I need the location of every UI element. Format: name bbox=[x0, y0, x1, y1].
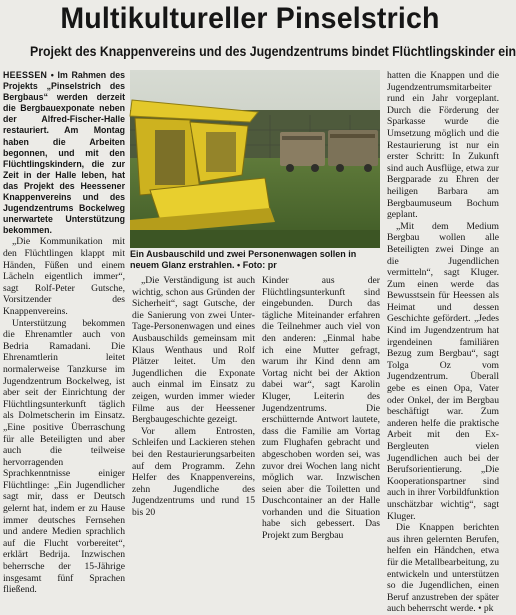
paragraph: Vor allem Entrosten, Schleifen und Lackieren stehen bei den Restaurierungsarbeiten auf dem Programm. Zehn Helfer des Knappenvereins, zehn Jugendliche des Jugendzentrums und rund 15 bis 20 bbox=[132, 425, 255, 518]
paragraph: Unterstützung bekommen die Ehrenamtler auch von Bedria Ramadani. Die Ehrenamtlerin leitet normalerweise Tanzkurse im Jugendzentrum Bockelweg, ist aber seit der Einrichtung der Flüchtlingsunterkunft täglich als Dolmetscherin im Einsatz. „Eine positive Überraschung für alle Beteiligten und aber auch die teilweise hervorragenden Sprachkenntnisse einiger Flüchtlinge: „Ein Jugendlicher sagt mir, dass er Deutsch gelernt hat, indem er zu Hause immer deutsches Fernsehen und andere Medien sprachlich auf die Flucht vorbereitet“, erklärt Bedrija. Inzwischen beherrsche der 15-Jährige insgesamt fünf Sprachen fließend. bbox=[3, 317, 125, 596]
paragraph: „Die Kommunikation mit den Flüchtlingen klappt mit Händen, Füßen und einem Lächeln eigentlich immer“, sagt Rolf-Peter Gutsche, Vorsitzender des Knappenvereins. bbox=[3, 236, 125, 317]
article-column-2 bbox=[132, 275, 255, 518]
article-photo bbox=[130, 70, 380, 248]
article-column-3 bbox=[262, 275, 380, 542]
lead-text: Im Rahmen des Projekts „Pinselstrich des Bergbaus“ werden derzeit die Bergbauexponate neben der Alfred-Fischer-Halle restauriert. Am Montag haben die Arbeiten begonnen, und mit den Flüchtlingskindern, die zur Zeit in der Halle leben, hat das Projekt des Heessener Knappenvereins und des Jugendzentrums Bockelweg unerwartete Unterstützung bekommen. bbox=[3, 70, 125, 236]
photo-credit: Foto: pr bbox=[242, 260, 277, 270]
paragraph: „Die Verständigung ist auch wichtig, schon aus Gründen der Sicherheit“, sagt Gutsche, der die Sanierung von zwei Unter-Tage-Personenwagen und eines Ausbauschilds gemeinsam mit Klaus Wenthaus und Rolf Plätzer leitet. Um den Jugendlichen die Exponate auch einmal im Einsatz zu zeigen, wurden immer wieder Filme aus der Heessener Bergbaugeschichte gezeigt. bbox=[132, 275, 255, 426]
article-column-1 bbox=[3, 70, 125, 596]
mining-equipment-photo bbox=[130, 70, 380, 248]
photo-caption: Ein Ausbauschild und zwei Personenwagen sollen in neuem Glanz erstrahlen. • Foto: pr bbox=[130, 249, 357, 270]
article-column-4 bbox=[387, 70, 499, 615]
paragraph: hatten die Knappen und die Jugendzentrumsmitarbeiter rund ein Jahr vorgeplant. Durch die Förderung der Sparkasse wurde die Umsetzung möglich und die Restaurierung ist nur ein erster Schritt: In Zukunft sind auch Ausflüge, etwa zur Bergparade zu Ehren der heiligen Barbara am Bergbaumuseum Bochum geplant. bbox=[387, 70, 499, 221]
paragraph: Die Knappen berichten aus ihren gelernten Berufen, helfen ein Händchen, etwa für die Metallbearbeitung, zu entwickeln und unterstützen so die Jugendlichen, einen Beruf anzustreben der später auch beherrscht werde. • pk bbox=[387, 522, 499, 615]
subheadline: Projekt des Knappenvereins und des Jugendzentrums bindet Flüchtlingskinder ein bbox=[30, 43, 516, 59]
caption-text: Ein Ausbauschild und zwei Personenwagen sollen in neuem Glanz erstrahlen. bbox=[130, 249, 357, 270]
lead-paragraph: HEESSEN • Im Rahmen des Projekts „Pinselstrich des Bergbaus“ werden derzeit die Bergbauexponate neben der Alfred-Fischer-Halle restauriert. Am Montag haben die Arbeiten begonnen, und mit den Flüchtlingskindern, die zur Zeit in der Halle leben, hat das Projekt des Heessener Knappenvereins und des Jugendzentrums Bockelweg unerwartete Unterstützung bekommen. bbox=[3, 70, 125, 236]
lead-place: HEESSEN bbox=[3, 70, 48, 80]
headline: Multikultureller Pinselstrich bbox=[60, 2, 440, 35]
paragraph: Kinder aus der Flüchtlingsunterkunft sind eingebunden. Durch das tägliche Miteinander erfahren die Teilnehmer auch viel von den anderen: „Einmal habe ich eine Mutter gefragt, warum ihr Kind denn am Vortag nicht bei der Aktion dabei war“, sagt Karolin Kluger, Leiterin des Jugendzentrums. Die erschütternde Antwort lautete, dass die Familie am Vortag zum Flughafen gebracht und abgeschoben worden sei, was zuvor drei Wochen lang nicht möglich war. Inzwischen seien aber die Toiletten und Duschcontainer an der Halle vorhanden und die Situation habe sich gebessert. Das Projekt zum Bergbau bbox=[262, 275, 380, 542]
paragraph: „Mit dem Medium Bergbau wollen alle Beteiligten zwei Dinge an die Jugendlichen vermitteln“, sagt Kluger. Zum einen werde das Bewusstsein für Heessen als Heimat und dessen Geschichte gefördert. „Jedes Kind im Jugendzentrum hat irgendeinen familiären Bezug zum Bergbau“, sagt Tolga Oz vom Jugendzentrum. Überall gebe es einen Opa, Vater oder Onkel, der im Bergbau beschäftigt war. Zum anderen helfe die praktische Arbeit mit den Ex-Bergleuten vielen Jugendlichen auch bei der Berufsorientierung. „Die Kooperationspartner sind auch in ihrer Vorbildfunktion unschätzbar wichtig“, sagt Kluger. bbox=[387, 220, 499, 522]
